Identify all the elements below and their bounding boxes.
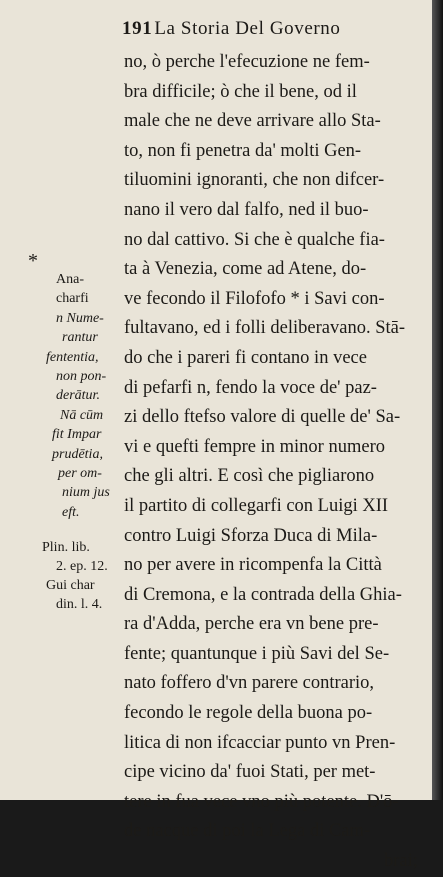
margin-note-line: charfi <box>56 291 89 307</box>
text-line: bra difficile; ò che il bene, od il <box>124 81 357 102</box>
margin-note-line: eft. <box>62 504 80 520</box>
citation-line: Plin. lib. <box>42 540 90 555</box>
margin-note-line: non pon- <box>56 368 107 384</box>
text-line: no, ò perche l'efecuzione ne fem- <box>124 52 370 72</box>
citation-line: din. l. 4. <box>56 597 103 612</box>
text-line: nato foffero d'vn parere contrario, <box>124 673 375 694</box>
margin-citation <box>22 538 122 614</box>
text-line: no per avere in ricompenfa la Città <box>124 555 382 576</box>
page-number: 191 <box>122 18 153 39</box>
text-line: il partito di collegarfi con Luigi XII <box>124 495 389 516</box>
citation-line: Gui char <box>46 578 95 593</box>
text-line: no dal cattivo. Si che è qualche fia- <box>124 229 385 250</box>
text-line: de nacque di poi la Lega di Cam- <box>124 821 371 842</box>
text-line: ve fecondo il Filofofo * i Savi con- <box>124 288 385 309</box>
text-line: ra d'Adda, perche era vn bene pre- <box>124 614 379 635</box>
text-line: fultavano, ed i folli deliberavano. Stā- <box>124 318 406 339</box>
text-line: litica di non ifcacciar punto vn Pren- <box>124 732 396 753</box>
margin-note-line: n Nume- <box>56 310 104 326</box>
page-edge-shadow <box>432 0 443 800</box>
text-line: contro Luigi Sforza Duca di Mila- <box>124 525 378 546</box>
text-line: tere in fua vece vno più potente. D'ō- <box>124 791 399 812</box>
margin-note-line: Ana- <box>56 272 84 287</box>
margin-note-line: prudētia, <box>52 446 103 462</box>
text-line: do che i pareri fi contano in vece <box>124 347 367 368</box>
margin-note-line: derātur. <box>56 388 100 404</box>
text-line: che gli altri. E così che pigliarono <box>124 466 375 487</box>
text-line: zi dello ftefso valore di quelle de' Sa- <box>124 407 401 428</box>
running-title: La Storia Del Governo <box>154 18 341 39</box>
text-line: fecondo le regole della buona po- <box>124 703 373 724</box>
margin-asterisk: * <box>28 250 38 272</box>
margin-note-line: Nā cūm <box>60 407 104 423</box>
text-line: di Cremona, e la contrada della Ghia- <box>124 584 402 605</box>
citation-line: 2. ep. 12. <box>56 559 108 574</box>
margin-note-line: per om- <box>58 465 102 481</box>
text-line: tiluomini ignoranti, che non difcer- <box>124 170 385 191</box>
running-header <box>122 18 341 40</box>
text-line: fente; quantunque i più Savi del Se- <box>124 643 390 664</box>
margin-note-line: fententia, <box>46 349 99 365</box>
margin-note-line: nium jus <box>62 485 110 501</box>
main-text-block <box>124 48 432 877</box>
margin-notes <box>22 270 122 522</box>
text-line: di pefarfi n, fendo la voce de' paz- <box>124 377 377 398</box>
text-line: vi e quefti fempre in minor numero <box>124 436 385 457</box>
text-line: male che ne deve arrivare allo Sta- <box>124 111 381 132</box>
text-line: brai; <box>384 851 418 872</box>
margin-note-line: rantur <box>62 330 98 346</box>
text-line: to, non fi penetra da' molti Gen- <box>124 140 362 161</box>
text-line: nano il vero dal falfo, ned il buo- <box>124 199 369 220</box>
text-line: ta à Venezia, come ad Atene, do- <box>124 259 367 280</box>
margin-note-line: fit Impar <box>52 427 102 443</box>
text-line: cipe vicino da' fuoi Stati, per met- <box>124 762 376 783</box>
